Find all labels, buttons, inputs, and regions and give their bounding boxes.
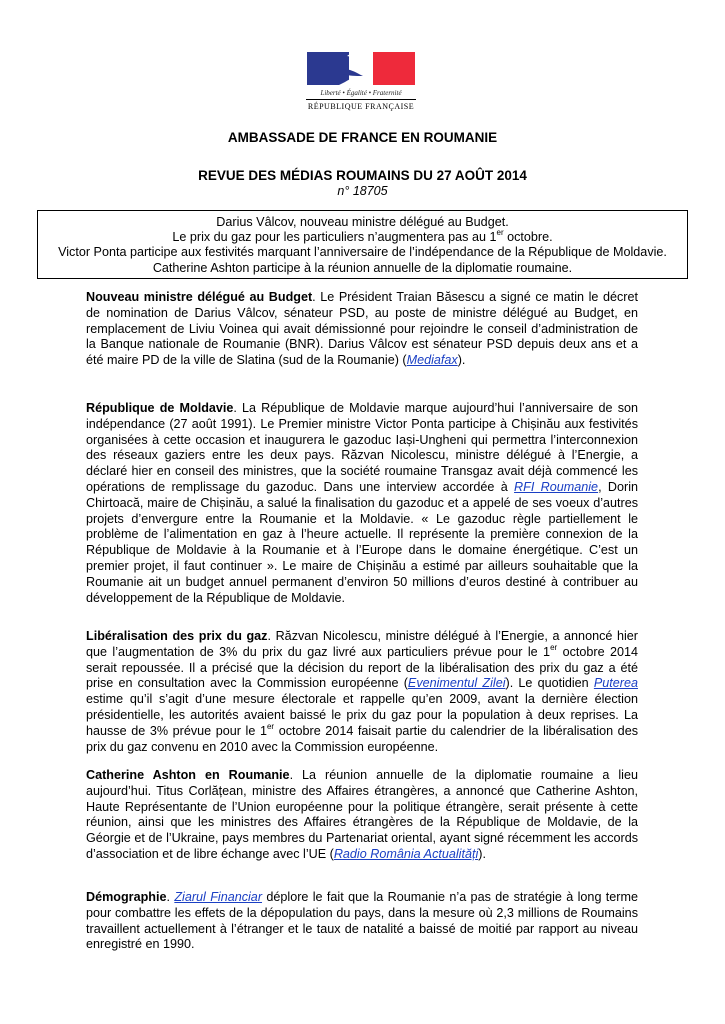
article-budget: Nouveau ministre délégué au Budget. Le Président Traian Băsescu a signé ce matin le décret de nomination de Darius Vâlcov, sénateur PSD, au poste de ministre délégué au Budget, en remplacement de Liviu Voinea qui avait démissionné pour rejoindre le conseil d’administration de la Banque nationale de Roumanie (BNR). Darius Vâlcov est sénateur PSD depuis deux ans et a été maire PD de la ville de Slatina (sud de la Roumanie) (Mediafax).	[86, 290, 638, 368]
article-heading: Nouveau ministre délégué au Budget	[86, 290, 313, 304]
source-link-mediafax[interactable]: Mediafax	[406, 353, 458, 368]
issue-number: n° 18705	[337, 184, 388, 198]
article-moldavie: République de Moldavie. La République de Moldavie marque aujourd’hui l’anniversaire de son indépendance (27 août 1991). Le Premier ministre Victor Ponta participe à Chișinău aux festivités organisées à cette occasion et inaugurera le gazoduc Iași-Ungheni qui permettra l’interconnexion des réseaux gaziers entre les deux pays. Răzvan Nicolescu, ministre délégué à l’Energie, a déclaré hier en conseil des ministres, que la société roumaine Transgaz avait déjà commencé les opérations de remplissage du gazoduc. Dans une interview accordée à RFI Roumanie, Dorin Chirtoacă, maire de Chișinău, a salué la finalisation du gazoduc et a appelé de ses voeux d’autres projets d’envergure entre la Roumanie et la Moldavie. « Le gazoduc règle partiellement le problème de l’alimentation en gaz à l’heure actuelle. Il représente la première connexion de la République de Moldavie à la Roumanie et à l’Europe dans le domaine énergétique. C’est un premier projet, il faut continuer ». Le maire de Chișinău a estimé par ailleurs souhaitable que la Roumanie ait un budget annuel permanent d’environ 50 millions d’euros destiné à contribuer au développement de la République de Moldavie.	[86, 401, 639, 605]
article-gaz: Libéralisation des prix du gaz. Răzvan Nicolescu, ministre délégué à l’Energie, a annoncé hier que l’augmentation de 3% du prix du gaz livré aux particuliers prévue pour le 1er octobre 2014 serait repoussée. Il a précisé que la décision du report de la libéralisation des prix du gaz a été prise en consultation avec la Commission européenne (Evenimentul Zilei). Le quotidien Puterea estime qu’il s’agit d’une mesure électorale et rappelle qu’en 2009, avant la dernière élection présidentielle, les autorités avaient baissé le prix du gaz pour la population à deux reprises. La hausse de 3% prévue pour le 1er octobre 2014 faisait partie du calendrier de la libéralisation des prix du gaz convenu en 2010 avec la Commission européenne.	[86, 629, 638, 754]
source-link-ziarul-financiar[interactable]: Ziarul Financiar	[174, 890, 263, 904]
page-title: REVUE DES MÉDIAS ROUMAINS DU 27 AOÛT 2014	[198, 168, 527, 183]
article-heading: République de Moldavie	[86, 401, 234, 415]
source-link-puterea[interactable]: Puterea	[593, 676, 638, 691]
summary-line: Victor Ponta participe aux festivités marquant l’anniversaire de l’indépendance de la République de Moldavie.	[58, 245, 667, 260]
source-link-radio-romania[interactable]: Radio România Actualități	[333, 846, 479, 861]
source-link-evenimentul-zilei[interactable]: Evenimentul Zilei	[407, 676, 506, 691]
summary-line: Le prix du gaz pour les particuliers n’augmentera pas au 1er octobre.	[172, 228, 553, 245]
article-heading: Catherine Ashton en Roumanie	[86, 768, 290, 782]
article-demographie: Démographie. Ziarul Financiar déplore le fait que la Roumanie n’a pas de stratégie à long terme pour combattre les effets de la dépopulation du pays, dans la mesure où 2,3 millions de Roumains travaillent actuellement à l’étranger et le taux de natalité a baissé de moitié par rapport au niveau enregistré en 1990.	[86, 890, 639, 952]
article-ashton: Catherine Ashton en Roumanie. La réunion annuelle de la diplomatie roumaine a lieu aujourd’hui. Titus Corlățean, ministre des Affaires étrangères, a annoncé que Catherine Ashton, Haute Représentante de l’Union européenne pour la politique étrangère, serait présente à cette réunion, ainsi que les ministres des Affaires étrangères de la République de Moldavie, de la Géorgie et de l’Ukraine, pays membres du Partenariat oriental, ayant signé récemment les accords d’association et de libre échange avec l’UE (Radio România Actualități).	[86, 768, 638, 861]
embassy-title: AMBASSADE DE FRANCE EN ROUMANIE	[227, 130, 498, 145]
summary-line: Darius Vâlcov, nouveau ministre délégué au Budget.	[216, 215, 509, 229]
marianne-profile-icon	[329, 52, 369, 85]
republic-name: RÉPUBLIQUE FRANÇAISE	[306, 99, 416, 111]
marianne-flag	[307, 52, 415, 85]
summary-box	[37, 210, 688, 279]
article-heading: Libéralisation des prix du gaz	[86, 629, 268, 643]
article-heading: Démographie	[86, 890, 167, 904]
summary-line: Catherine Ashton participe à la réunion annuelle de la diplomatie roumaine.	[152, 260, 573, 275]
republique-francaise-logo	[306, 52, 416, 111]
source-link-rfi[interactable]: RFI Roumanie	[514, 479, 599, 494]
motto: Liberté • Égalité • Fraternité	[320, 89, 402, 97]
